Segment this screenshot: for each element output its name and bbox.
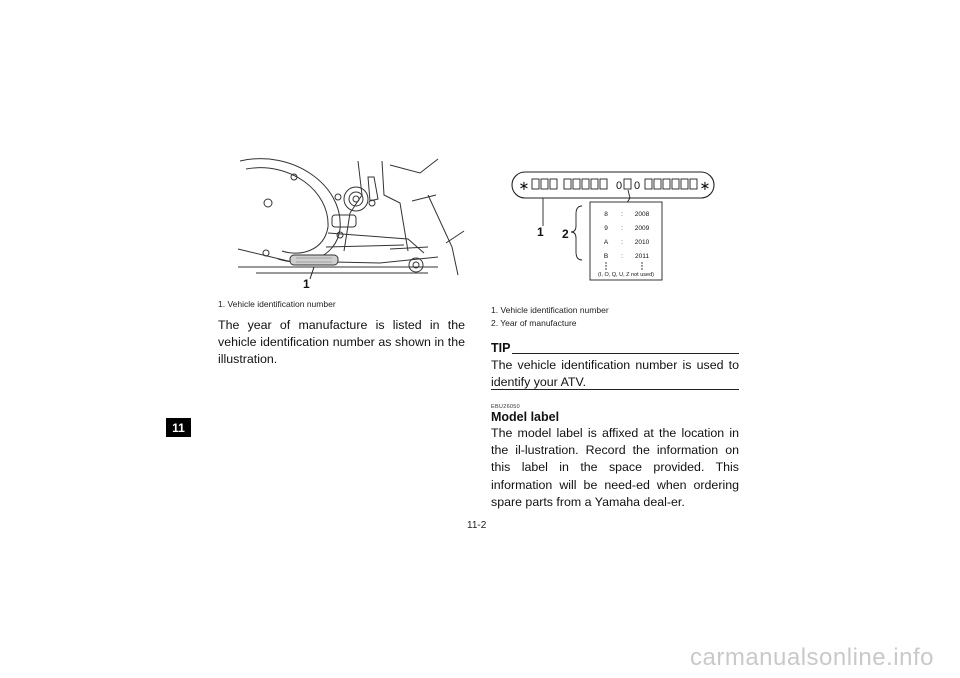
year-sep: :: [621, 253, 623, 260]
year-code-box: [590, 202, 662, 280]
figure-caption-year: 2. Year of manufacture: [491, 318, 577, 328]
tip-title: TIP: [491, 341, 511, 355]
year-2009: 2009: [634, 225, 650, 232]
tip-top-rule: [512, 353, 739, 354]
year-2008: 2008: [634, 211, 650, 218]
section-title: Model label: [491, 410, 560, 424]
manufacture-year-paragraph: The year of manufacture is listed in the vehicle identification number as shown in the illustration.: [218, 318, 465, 367]
year-code-9: 9: [604, 225, 608, 232]
illustration-callout-1: 1: [303, 277, 310, 291]
unused-letters-note: (I, O, Q, U, Z not used): [598, 272, 654, 278]
year-brace: [571, 206, 582, 260]
chapter-tab: 11: [166, 418, 191, 437]
tip-bottom-rule: [491, 389, 739, 390]
vin-digit-zero-a: 0: [615, 180, 623, 192]
year-2011: 2011: [635, 253, 649, 260]
year-code-b: B: [603, 253, 609, 260]
engine-drawing: [232, 155, 472, 295]
page-number: 11-2: [467, 520, 487, 531]
vin-plate-location: [290, 255, 338, 265]
model-label-paragraph: The model label is affixed at the location in the il-lustration. Record the information on this label in the space provided. This information will be need-ed when ordering spare parts from a Yamaha deal-er.: [491, 426, 739, 509]
vin-diagram-svg: [500, 168, 740, 288]
vin-digit-zero-b: 0: [633, 180, 641, 192]
watermark-text: carmanualsonline.info: [690, 644, 934, 671]
year-code-8: 8: [604, 211, 608, 218]
diagram-callout-2: 2: [562, 227, 569, 241]
diagram-callout-1: 1: [537, 225, 544, 239]
year-sep: :: [621, 225, 623, 232]
section-code: EBU26050: [491, 404, 521, 410]
vin-star-right: ∗: [699, 178, 711, 193]
figure-caption-vin-right: 1. Vehicle identification number: [491, 305, 609, 315]
year-code-a: A: [603, 239, 609, 246]
year-sep: :: [621, 239, 623, 246]
vin-location-illustration: [232, 155, 472, 295]
figure-caption-vin: 1. Vehicle identification number: [218, 299, 336, 309]
year-sep: :: [621, 211, 623, 218]
year-2010: 2010: [634, 239, 650, 246]
vin-diagram: [500, 168, 740, 288]
tip-text: The vehicle identification number is used to identify your ATV.: [491, 358, 739, 390]
vin-star-left: ∗: [518, 178, 530, 193]
